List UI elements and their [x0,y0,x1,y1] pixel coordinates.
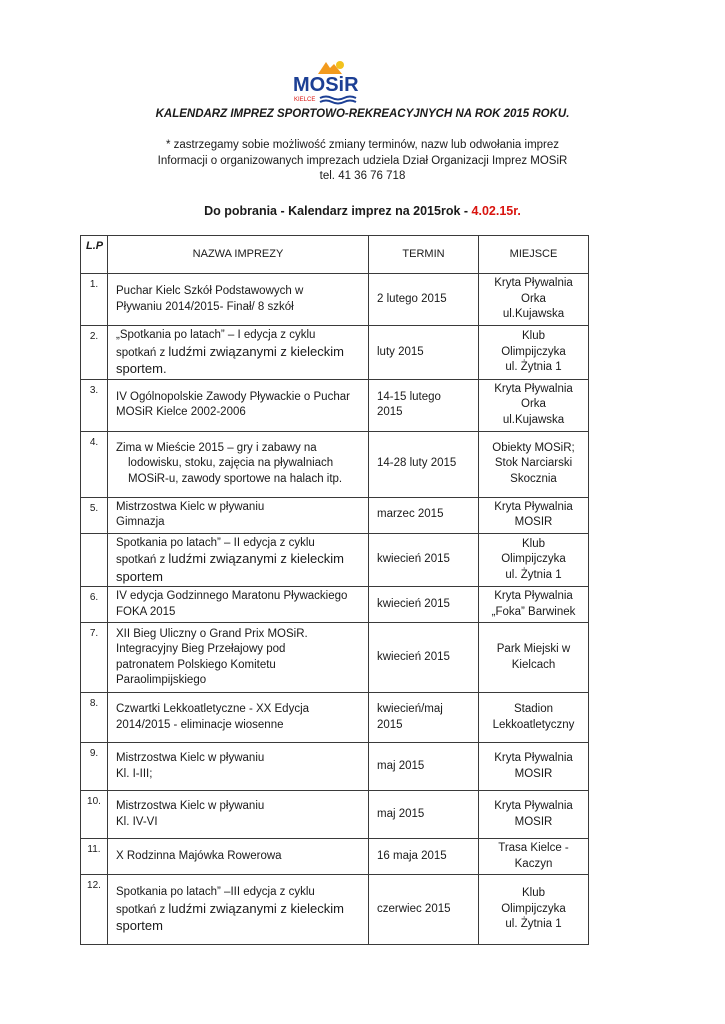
table-row [81,431,589,497]
event-term-line: 14-15 lutego [377,390,441,403]
event-name-big: sportem [116,568,163,584]
row-number: 12. [81,875,108,945]
mosir-logo [290,56,360,106]
event-name-line: X Rodzinna Majówka Rowerowa [116,849,282,862]
event-place [479,533,589,587]
event-name-line: MOSiR-u, zawody sportowe na halach itp. [128,472,343,485]
row-number [81,533,108,587]
event-name-line: Mistrzostwa Kielc w pływaniu [116,500,265,513]
event-term: kwiecień 2015 [369,587,479,623]
event-name [108,623,369,693]
header-place: MIEJSCE [479,236,589,274]
event-place [479,431,589,497]
event-place-line: Stadion [513,703,553,715]
event-term: marzec 2015 [369,497,479,533]
event-name-line [116,344,363,362]
event-name-line: Mistrzostwa Kielc w pływaniu [116,752,265,764]
event-name-line: Czwartki Lekkoatletyczne - XX Edycja [116,703,310,715]
event-term: czerwiec 2015 [369,875,479,945]
event-name-big: sportem. [116,361,167,376]
event-place [479,743,589,791]
logo-subtext: KIELCE [294,97,316,103]
event-term-line: kwiecień/maj [377,703,443,715]
event-name-line: patronatem Polskiego Komitetu [116,658,276,671]
event-name [108,431,369,497]
event-place-line: Kryta Pływalnia [494,277,573,290]
logo-text: MOSiR [293,74,359,96]
event-name-line: Spotkania po latach” – II edycja z cyklu [116,536,315,549]
event-term: kwiecień 2015 [369,623,479,693]
event-name-line: FOKA 2015 [116,605,176,618]
event-place [479,274,589,326]
event-name [108,274,369,326]
event-place-line: „Foka” Barwinek [491,605,576,618]
event-name [108,875,369,945]
row-number: 9. [81,743,108,791]
event-place-line: Kryta Pływalnia [494,382,573,395]
table-row [81,791,589,839]
event-name-line: Mistrzostwa Kielc w pływaniu [116,800,265,812]
event-place-line: Trasa Kielce - [498,842,569,854]
event-place-line: MOSIR [514,516,553,528]
event-name-big: ludźmi związanymi z kieleckim [168,551,344,566]
event-place-line: Klub [521,537,546,550]
events-table [80,235,589,945]
event-place-line: Skocznia [510,472,557,485]
event-place-line: ul. Żytnia 1 [505,568,562,581]
header-lp: L.P [81,236,108,274]
event-name-big: sportem [116,918,163,934]
event-name [108,839,369,875]
event-place-line: Kryta Pływalnia [494,590,573,602]
event-name-big: ludźmi związanymi z kieleckim [168,900,344,916]
event-name-line: „Spotkania po latach” – I edycja z cyklu [116,329,316,341]
event-name [108,587,369,623]
event-term [369,379,479,431]
header-name: NAZWA IMPREZY [108,236,369,274]
table-header-row [81,236,589,274]
row-number: 3. [81,379,108,431]
event-place-line: Kaczyn [514,857,553,870]
event-place-line: Orka [521,398,546,411]
event-place-line: Kryta Pływalnia [494,800,573,812]
event-place-line: MOSIR [514,767,553,780]
table-row [81,326,589,380]
event-place-line: Orka [521,292,546,305]
event-place [479,875,589,945]
event-place-line: Obiekty MOSiR; [492,441,575,454]
event-name-small: spotkań z [116,903,169,916]
event-place-line: Kielcach [511,658,556,671]
event-term: kwiecień 2015 [369,533,479,587]
event-name-small: spotkań z [116,346,169,359]
event-name [108,326,369,380]
download-label[interactable]: Do pobrania - Kalendarz imprez na 2015rok - [204,204,469,218]
event-name-line: Integracyjny Bieg Przełajowy pod [116,643,286,655]
event-place [479,839,589,875]
event-name-line: Gimnazja [116,516,165,528]
event-place-line: Stok Narciarski [494,457,573,470]
event-term: 2 lutego 2015 [369,274,479,326]
event-term: maj 2015 [369,791,479,839]
table-row [81,274,589,326]
row-number: 11. [81,839,108,875]
table-row [81,623,589,693]
table-row [81,587,589,623]
event-place-line: Park Miejski w [496,643,571,655]
event-name [108,533,369,587]
event-place-line: Olimpijczyka [501,902,566,915]
notice-phone: tel. 41 36 76 718 [319,170,406,182]
download-date: 4.02.15r. [471,204,521,218]
event-place-line: ul. Żytnia 1 [505,918,562,931]
event-place-line: MOSIR [514,815,553,828]
document-title: KALENDARZ IMPREZ SPORTOWO-REKREACYJNYCH NA ROK 2015 ROKU. [155,108,570,120]
download-heading[interactable] [0,204,725,218]
event-term-line: 2015 [377,718,403,731]
row-number: 2. [81,326,108,380]
event-term: 14-28 luty 2015 [369,431,479,497]
event-name-line: Paraolimpijskiego [116,674,207,686]
table-row [81,743,589,791]
event-place-line: ul.Kujawska [502,308,565,321]
event-name-small: spotkań z [116,554,169,566]
table-row [81,379,589,431]
event-name-big: ludźmi związanymi z kieleckim [168,343,344,359]
event-name-line: 2014/2015 - eliminacje wiosenne [116,718,284,731]
event-name-line: Zima w Mieście 2015 – gry i zabawy na [116,441,317,454]
notice [0,138,725,185]
event-name [108,743,369,791]
event-name-line [116,901,363,919]
event-place-line: Lekkoatletyczny [492,718,575,731]
event-name-line: MOSiR Kielce 2002-2006 [116,406,246,418]
event-name [108,791,369,839]
event-name-line: IV Ogólnopolskie Zawody Pływackie o Puchar [116,390,350,403]
event-name-line [116,551,363,569]
row-number: 6. [81,587,108,623]
event-name-line: Kl. I-III; [116,767,153,780]
table-row [81,693,589,743]
event-place [479,497,589,533]
event-name-line: Puchar Kielc Szkół Podstawowych w [116,285,304,297]
row-number: 8. [81,693,108,743]
header-term: TERMIN [369,236,479,274]
event-name [108,379,369,431]
event-place [479,379,589,431]
event-place-line: ul.Kujawska [502,413,565,426]
row-number: 4. [81,431,108,497]
table-row [81,497,589,533]
event-name-line: Spotkania po latach” –III edycja z cyklu [116,886,315,899]
event-name [108,693,369,743]
event-place-line: Klub [521,887,546,900]
table-row [81,533,589,587]
event-term: luty 2015 [369,326,479,380]
row-number: 1. [81,274,108,326]
event-term: maj 2015 [369,743,479,791]
event-place [479,791,589,839]
row-number: 5. [81,497,108,533]
event-term [369,693,479,743]
event-place-line: Klub [521,330,546,342]
event-place-line: ul. Żytnia 1 [505,361,562,373]
event-place-line: Kryta Pływalnia [494,752,573,764]
notice-line-1: * zastrzegamy sobie możliwość zmiany terminów, nazw lub odwołania imprez [165,139,560,151]
event-name [108,497,369,533]
event-place-line: Olimpijczyka [501,553,566,565]
event-name-line: IV edycja Godzinnego Maratonu Pływackiego [116,590,348,602]
row-number: 10. [81,791,108,839]
event-name-line: Kl. IV-VI [116,815,158,828]
event-name-line: Pływaniu 2014/2015- Finał/ 8 szkół [116,300,294,313]
row-number: 7. [81,623,108,693]
event-place [479,326,589,380]
table-row [81,839,589,875]
event-place-line: Kryta Pływalnia [494,500,573,513]
event-place [479,693,589,743]
event-name-line: XII Bieg Uliczny o Grand Prix MOSiR. [116,627,308,640]
event-place [479,587,589,623]
event-term-line: 2015 [377,406,403,418]
event-name-line: lodowisku, stoku, zajęcia na pływalniach [128,457,334,470]
event-term: 16 maja 2015 [369,839,479,875]
event-place-line: Olimpijczyka [501,345,566,358]
event-place [479,623,589,693]
notice-line-2: Informacji o organizowanych imprezach udziela Dział Organizacji Imprez MOSiR [157,154,568,167]
table-row [81,875,589,945]
